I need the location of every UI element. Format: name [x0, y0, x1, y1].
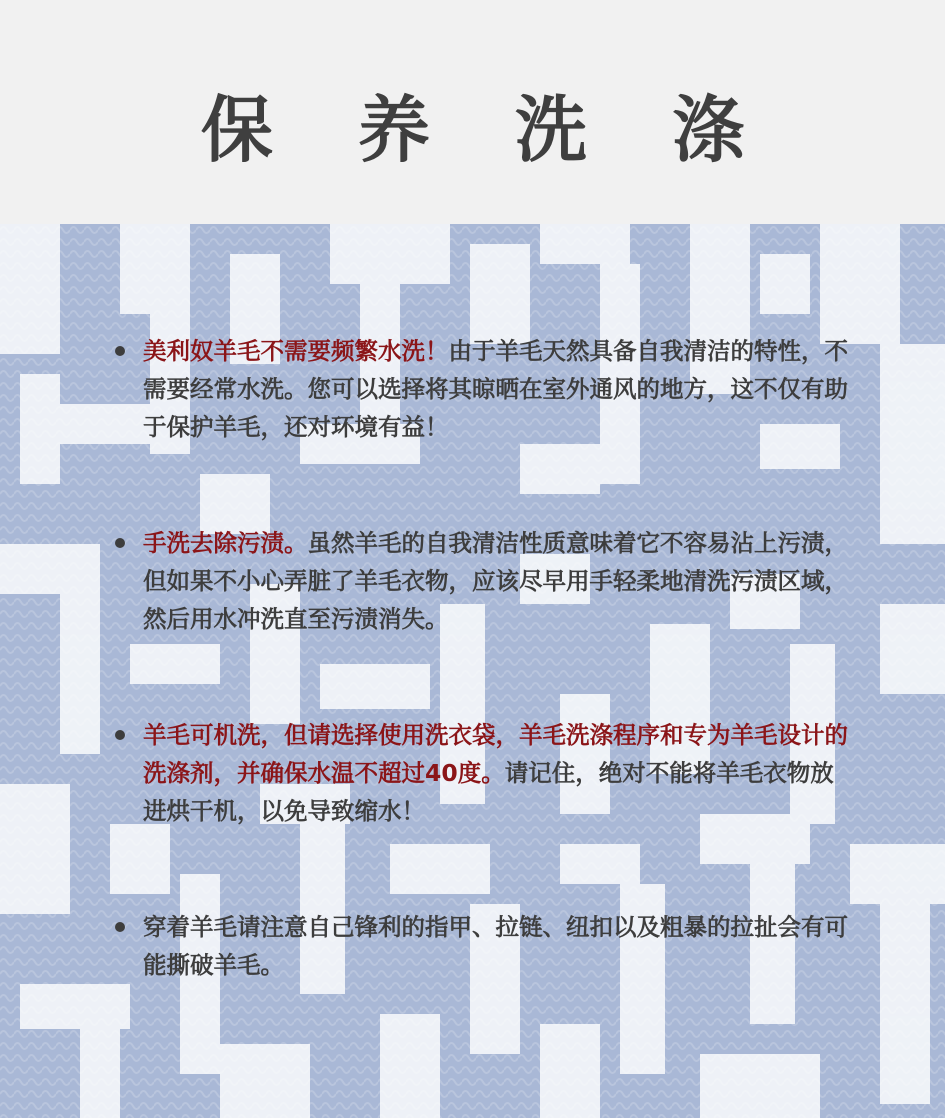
bullet-icon	[115, 538, 125, 548]
header	[0, 0, 945, 224]
item-highlight: 羊毛可机洗，但请选择使用洗衣袋，羊毛洗涤程序和专为羊毛设计的洗涤剂，并确保水温不超过40度。	[143, 721, 848, 787]
bullet-icon	[115, 346, 125, 356]
bullet-icon	[115, 922, 125, 932]
list-item	[115, 524, 855, 638]
list-item	[115, 332, 855, 446]
list-item	[115, 908, 855, 984]
item-highlight: 美利奴羊毛不需要频繁水洗！	[143, 337, 449, 365]
page-title: 保 养 洗 涤	[200, 87, 775, 172]
care-instructions	[0, 224, 945, 1118]
item-text: 由于羊毛天然具备自我清洁的特性，不需要经常水洗。您可以选择将其晾晒在室外通风的地方，这不仅有助于保护羊毛，还对环境有益！	[143, 337, 848, 441]
item-highlight: 手洗去除污渍。	[143, 529, 308, 557]
item-text: 请记住，绝对不能将羊毛衣物放进烘干机，以免导致缩水！	[143, 759, 834, 825]
list-item	[115, 716, 855, 830]
item-text: 虽然羊毛的自我清洁性质意味着它不容易沾上污渍，但如果不小心弄脏了羊毛衣物，应该尽早用手轻柔地清洗污渍区域，然后用水冲洗直至污渍消失。	[143, 529, 848, 633]
item-text: 穿着羊毛请注意自己锋利的指甲、拉链、纽扣以及粗暴的拉扯会有可能撕破羊毛。	[143, 913, 848, 979]
bullet-icon	[115, 730, 125, 740]
